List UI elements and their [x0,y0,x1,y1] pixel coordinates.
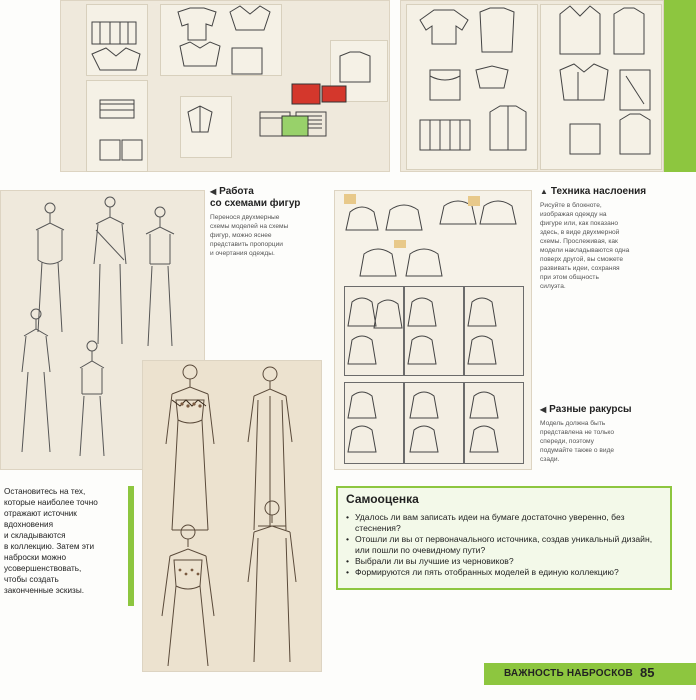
caption-line: сзади. [540,456,560,463]
caption-line: подумайте также о виде [540,447,615,454]
photo-layering-technique [334,190,532,470]
quote-line: чтобы создать [4,575,59,584]
caption-title [540,404,670,416]
self-assessment-item: • Формируются ли пять отобранных моделей в единую коллекцию? [346,567,666,578]
caption-line: фигур, можно яснее [210,232,272,239]
caption-line: спереди, поэтому [540,438,594,445]
green-side-bar [128,486,134,606]
caption-angles [540,404,670,464]
triangle-left-icon: ◀ [210,187,217,196]
caption-line: представить пропорции [210,241,283,248]
quote-line: в коллекцию. Затем эти [4,542,95,551]
garment-sketches-svg [60,0,390,172]
caption-line: силуэта. [540,283,566,290]
self-assessment-item: • Отошли ли вы от первоначального источника, создав уникальный дизайн, или пошли по очевидному пути? [346,534,666,556]
caption-title-text: Разные ракурсы [549,404,632,415]
caption-body [540,419,670,464]
caption-title-text: Техника наслоения [550,186,647,197]
quote-text [4,486,124,596]
self-assessment-title: Самооценка [346,492,419,506]
quote-line: вдохновения [4,520,54,529]
quote-line: Остановитесь на тех, [4,487,86,496]
dress-sketches-svg [142,360,322,672]
self-assessment-list [346,512,666,578]
caption-line: при этом общность [540,274,599,281]
caption-line: Модель должна быть [540,420,606,427]
quote-line: отражают источник [4,509,77,518]
caption-line: модели накладываются одна [540,247,630,254]
caption-title-line1: Работа [219,186,254,197]
caption-title-line2: со схемами фигур [210,198,301,209]
green-edge-bar [664,0,696,172]
triangle-left-icon: ◀ [540,405,547,414]
quote-line: и складываются [4,531,66,540]
page-number: 85 [640,665,655,680]
triangle-up-icon: ▲ [540,187,548,196]
caption-line: схемы. Прослеживая, как [540,238,618,245]
caption-figure-schemes [210,186,330,258]
caption-line: представлена не только [540,429,615,436]
footer-section-title: ВАЖНОСТЬ НАБРОСКОВ [504,668,633,679]
quote-line: законченные эскизы. [4,586,84,595]
quote-line: которые наиболее точно [4,498,98,507]
caption-line: изображая одежду на [540,211,607,218]
caption-title [210,186,330,198]
caption-line: поверх другой, вы сможете [540,256,624,263]
layered-blouse-sketches-svg [334,190,532,470]
caption-line: здесь, в виде двухмерной [540,229,620,236]
self-assessment-item: • Удалось ли вам записать идеи на бумаге достаточно уверенно, без стеснения? [346,512,666,534]
quote-line: наброски можно [4,553,67,562]
caption-body [540,201,670,291]
caption-layering [540,186,670,291]
caption-line: Рисуйте в блокноте, [540,202,602,209]
caption-line: Перенося двухмерные [210,214,280,221]
caption-line: развивать идеи, сохраняя [540,265,620,272]
photo-garment-schemes-2 [400,0,664,172]
caption-title [540,186,670,198]
caption-body [210,213,330,258]
caption-line: схемы моделей на схемы [210,223,289,230]
caption-line: фигуре или, как показано [540,220,619,227]
photo-dress-sketches [142,360,322,672]
caption-line: и очертания одежды. [210,250,275,257]
garment-sketches-svg [400,0,664,172]
self-assessment-item: • Выбрали ли вы лучшие из черновиков? [346,556,666,567]
self-assessment-box [336,486,672,590]
quote-line: усовершенствовать, [4,564,82,573]
photo-garment-schemes-1 [60,0,390,172]
